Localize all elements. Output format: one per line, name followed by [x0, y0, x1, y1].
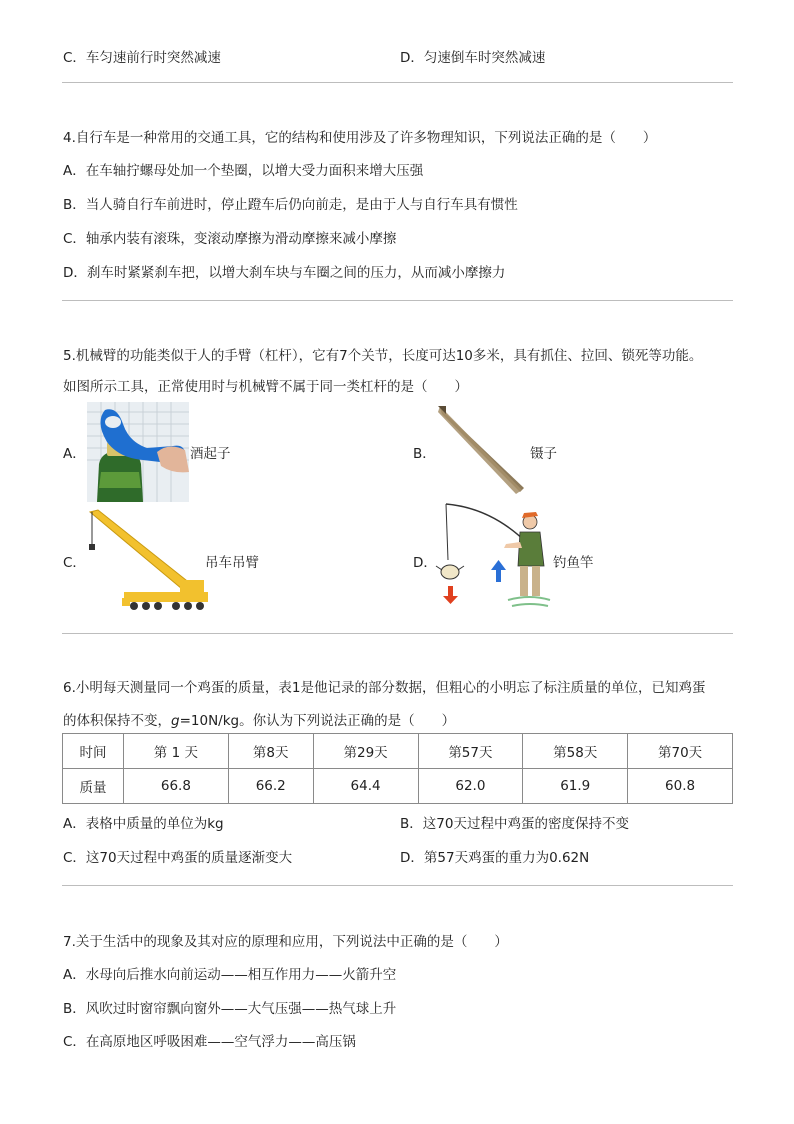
q4-option-a: A．在车轴拧螺母处加一个垫圈，以增大受力面积来增大压强 [63, 163, 424, 179]
divider [62, 633, 733, 634]
q4-option-b: B．当人骑自行车前进时，停止蹬车后仍向前走，是由于人与自行车具有惯性 [63, 197, 518, 213]
q6-option-b: B．这70天过程中鸡蛋的密度保持不变 [400, 816, 629, 832]
divider [62, 82, 733, 83]
q6-stem-line1: 6.小明每天测量同一个鸡蛋的质量，表1是他记录的部分数据，但粗心的小明忘了标注质量的单位，已知鸡蛋 [63, 680, 706, 696]
q5-option-a-letter: A． [63, 446, 86, 462]
table-cell: 第8天 [228, 734, 313, 769]
table-row [63, 769, 733, 804]
q5-option-d-caption: 钓鱼竿 [553, 555, 594, 571]
egg-mass-table [62, 733, 733, 804]
table-cell: 60.8 [628, 769, 733, 804]
table-cell: 第29天 [313, 734, 418, 769]
table-cell: 第 1 天 [124, 734, 229, 769]
q5-option-c-letter: C． [63, 555, 86, 571]
q7-stem: 7.关于生活中的现象及其对应的原理和应用，下列说法中正确的是（ ） [63, 934, 508, 950]
q4-option-c: C．轴承内装有滚珠，变滚动摩擦为滑动摩擦来减小摩擦 [63, 231, 397, 247]
q5-stem-line1: 5.机械臂的功能类似于人的手臂（杠杆），它有7个关节，长度可达10多米，具有抓住、拉回、锁死等功能。 [63, 348, 703, 364]
table-cell: 时间 [63, 734, 124, 769]
q4-stem: 4.自行车是一种常用的交通工具，它的结构和使用涉及了许多物理知识，下列说法正确的是（ ） [63, 130, 657, 146]
q7-option-b: B．风吹过时窗帘飘向窗外——大气压强——热气球上升 [63, 1001, 397, 1017]
q3-option-c: C．车匀速前行时突然减速 [63, 50, 221, 66]
q5-option-b-caption: 镊子 [530, 446, 557, 462]
q3-option-d: D．匀速倒车时突然减速 [400, 50, 546, 66]
fishing-rod-image [432, 502, 552, 610]
q7-option-c: C．在高原地区呼吸困难——空气浮力——高压锅 [63, 1034, 356, 1050]
table-cell: 第70天 [628, 734, 733, 769]
table-cell: 第57天 [418, 734, 523, 769]
q6-option-a: A．表格中质量的单位为kg [63, 816, 224, 832]
divider [62, 885, 733, 886]
q5-option-d-letter: D． [413, 555, 437, 571]
bottle-opener-image [87, 402, 189, 502]
q6-option-d: D．第57天鸡蛋的重力为0.62N [400, 850, 590, 866]
q5-option-c-caption: 吊车吊臂 [205, 555, 259, 571]
q6-stem-line2: 的体积保持不变，g=10N/kg。你认为下列说法正确的是（ ） [63, 713, 456, 729]
q7-option-a: A．水母向后推水向前运动——相互作用力——火箭升空 [63, 967, 397, 983]
crane-image [84, 508, 214, 612]
q6-option-c: C．这70天过程中鸡蛋的质量逐渐变大 [63, 850, 293, 866]
q5-stem-line2: 如图所示工具，正常使用时与机械臂不属于同一类杠杆的是（ ） [63, 379, 468, 395]
table-cell: 66.8 [124, 769, 229, 804]
table-cell: 66.2 [228, 769, 313, 804]
tweezers-image [436, 404, 530, 496]
table-cell: 第58天 [523, 734, 628, 769]
q4-option-d: D．刹车时紧紧刹车把，以增大刹车块与车圈之间的压力，从而减小摩擦力 [63, 265, 506, 281]
table-row [63, 734, 733, 769]
table-cell: 62.0 [418, 769, 523, 804]
q5-option-a-caption: 酒起子 [190, 446, 231, 462]
q5-option-b-letter: B． [413, 446, 436, 462]
table-cell: 61.9 [523, 769, 628, 804]
divider [62, 300, 733, 301]
table-cell: 64.4 [313, 769, 418, 804]
table-cell: 质量 [63, 769, 124, 804]
